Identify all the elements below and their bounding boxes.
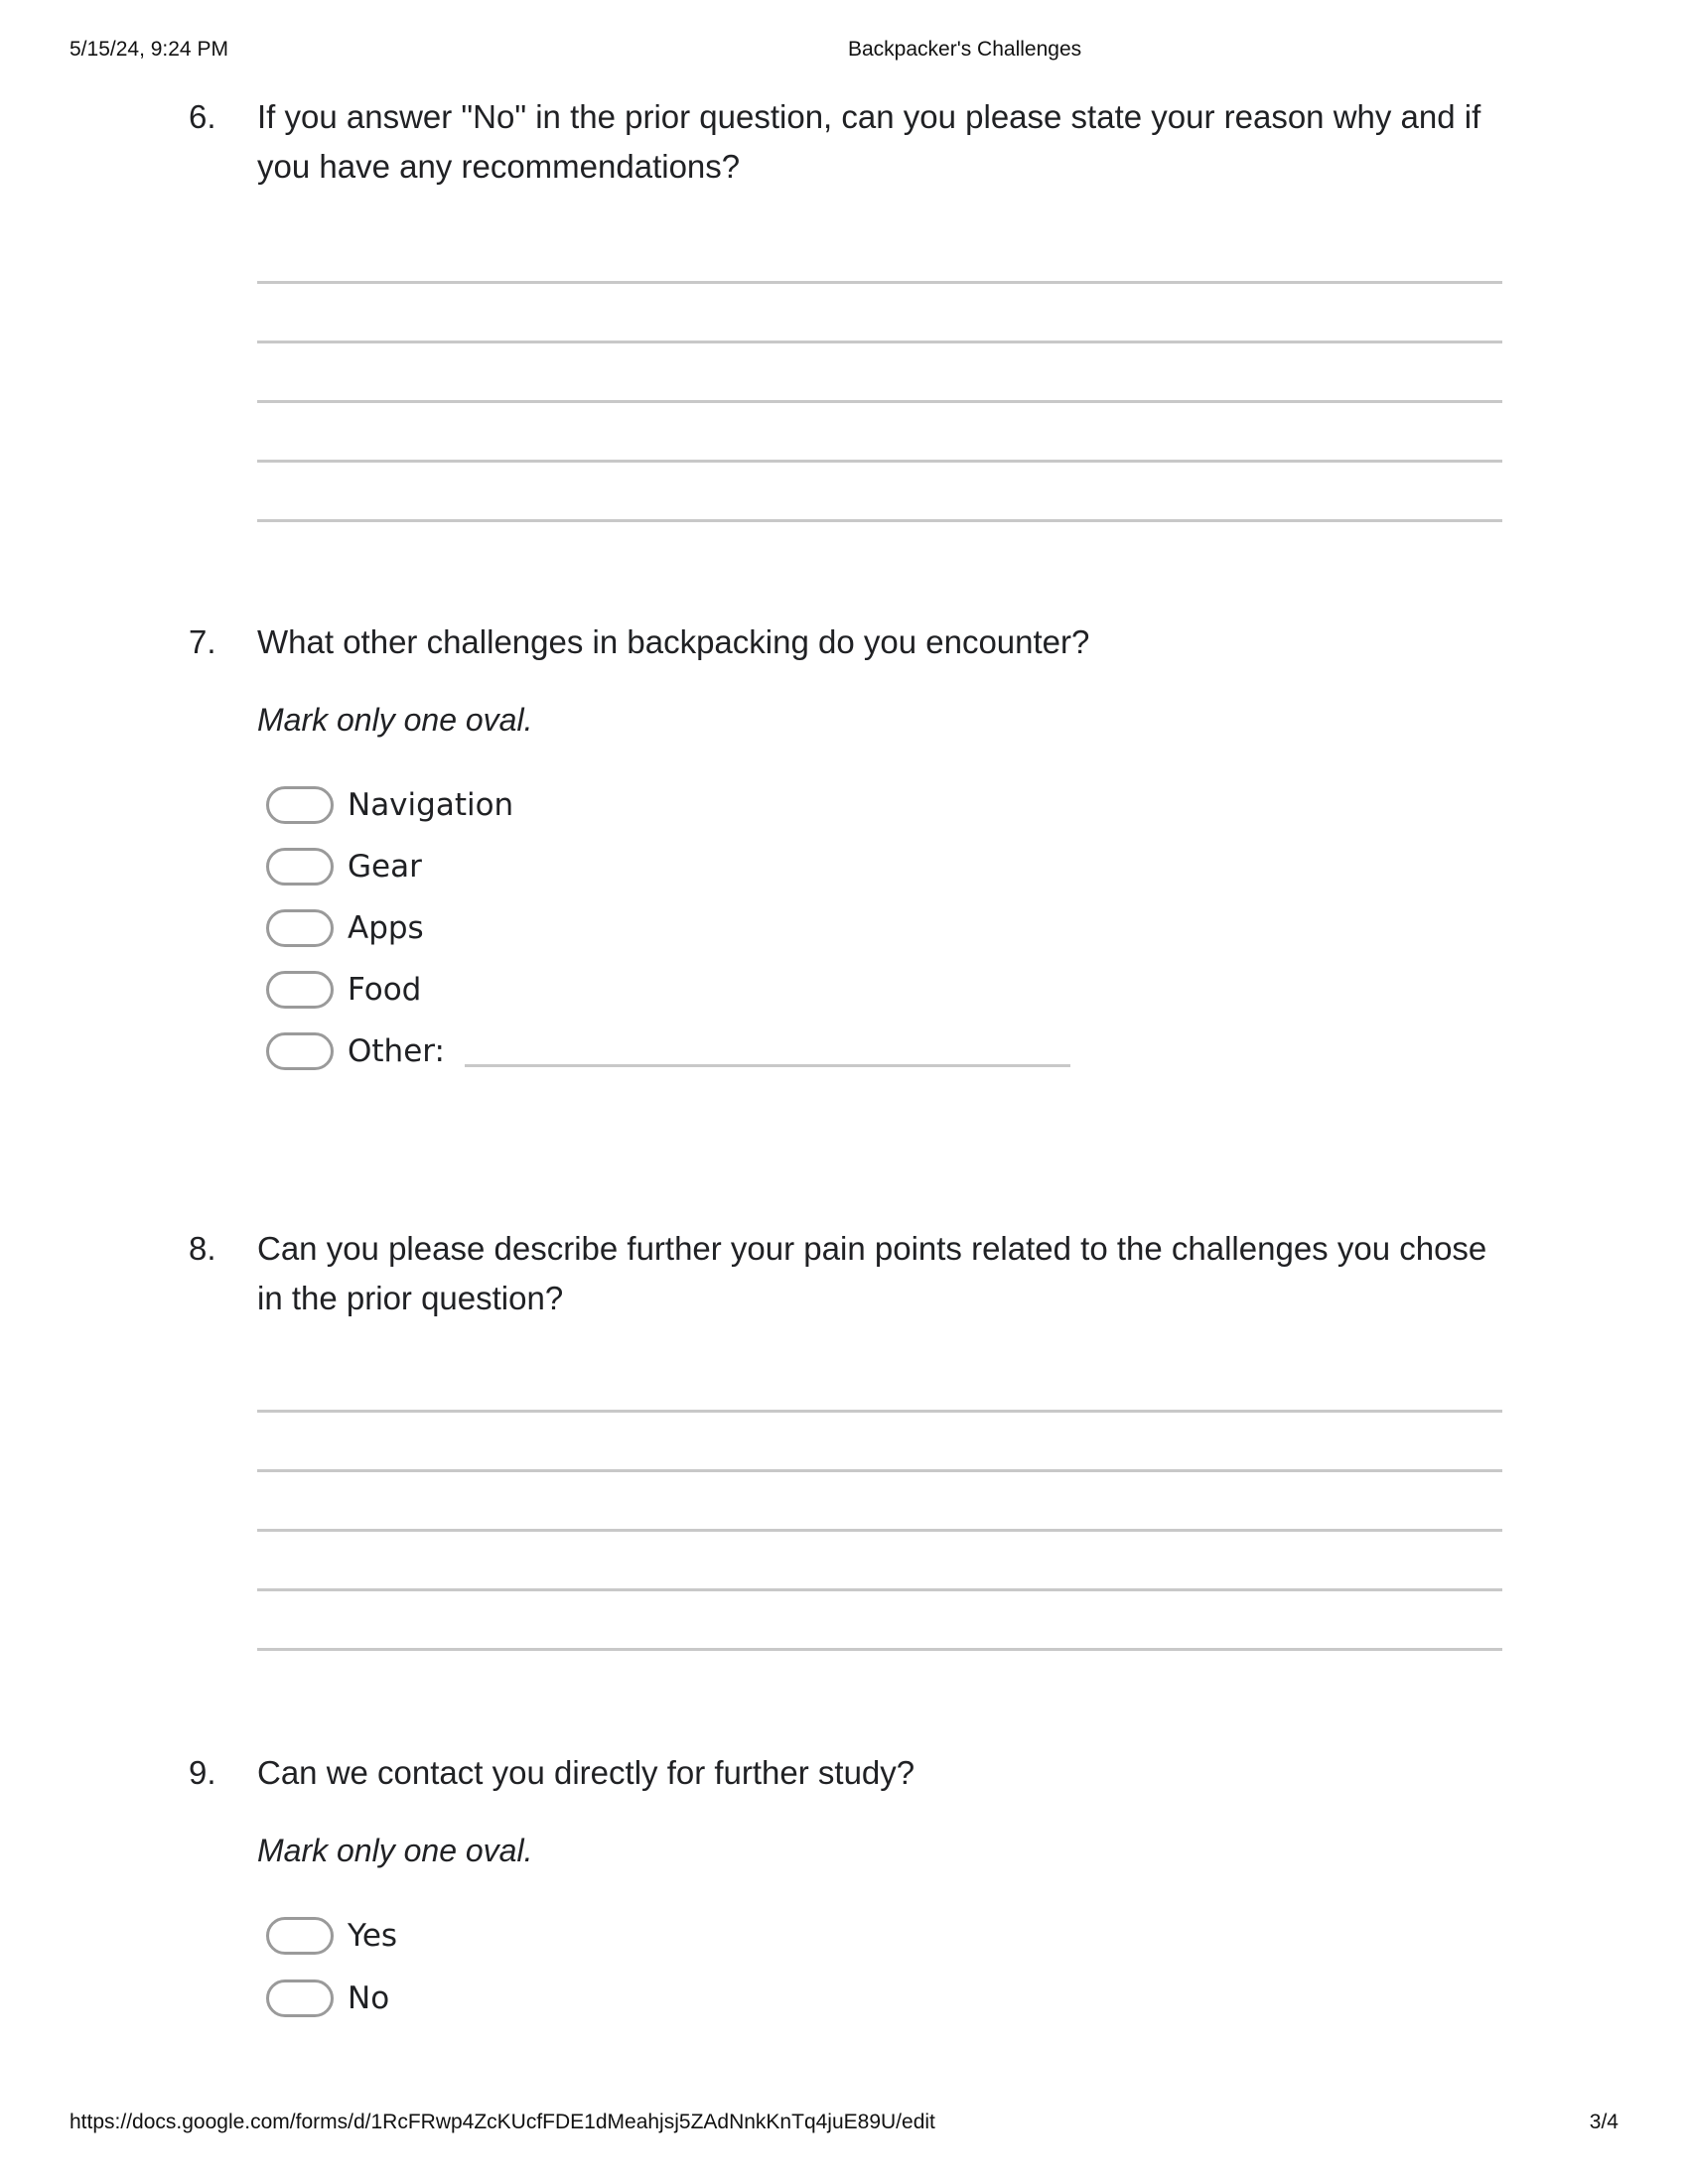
question-text: What other challenges in backpacking do you encounter? (257, 623, 1090, 660)
form-url: https://docs.google.com/forms/d/1RcFRwp4ZcKUcfFDE1dMeahjsj5ZAdNnkKnTq4juE89U/edit (70, 2111, 935, 2133)
radio-oval[interactable] (266, 909, 334, 947)
option-label: Yes (348, 1918, 398, 1954)
question-number: 9. (189, 1754, 216, 1791)
radio-oval[interactable] (266, 1917, 334, 1955)
instruction-text: Mark only one oval. (257, 702, 533, 738)
radio-oval[interactable] (266, 1979, 334, 2017)
answer-line[interactable] (257, 1410, 1502, 1413)
option-label: Food (348, 972, 422, 1008)
question-number: 6. (189, 98, 216, 135)
page-number: 3/4 (1589, 2111, 1618, 2133)
answer-line[interactable] (257, 281, 1502, 284)
option-label: No (348, 1980, 390, 2016)
question-text: If you answer "No" in the prior question, can you please state your reason why and if you have any recommendations? (257, 98, 1481, 185)
answer-line[interactable] (257, 519, 1502, 522)
option-yes[interactable] (266, 1915, 397, 1957)
option-label: Gear (348, 849, 422, 885)
answer-area[interactable] (257, 281, 1502, 579)
page-title: Backpacker's Challenges (848, 38, 1082, 61)
answer-line[interactable] (257, 1529, 1502, 1532)
answer-area[interactable] (257, 1410, 1502, 1707)
answer-line[interactable] (257, 341, 1502, 343)
print-datetime: 5/15/24, 9:24 PM (70, 38, 228, 61)
option-label: Apps (348, 910, 424, 946)
option-food[interactable] (266, 969, 421, 1011)
option-navigation[interactable] (266, 784, 513, 826)
answer-line[interactable] (257, 460, 1502, 463)
question-text: Can you please describe further your pain points related to the challenges you chose in the prior question? (257, 1230, 1487, 1316)
option-no[interactable] (266, 1978, 389, 2019)
option-label: Other: (348, 1033, 445, 1069)
radio-oval[interactable] (266, 848, 334, 886)
radio-oval[interactable] (266, 786, 334, 824)
question-number: 8. (189, 1230, 216, 1267)
option-label: Navigation (348, 787, 514, 823)
other-text-field[interactable] (465, 1064, 1070, 1067)
instruction-text: Mark only one oval. (257, 1833, 533, 1868)
answer-line[interactable] (257, 400, 1502, 403)
radio-oval[interactable] (266, 1032, 334, 1070)
answer-line[interactable] (257, 1648, 1502, 1651)
answer-line[interactable] (257, 1469, 1502, 1472)
option-apps[interactable] (266, 907, 424, 949)
question-number: 7. (189, 623, 216, 660)
option-gear[interactable] (266, 846, 422, 887)
radio-oval[interactable] (266, 971, 334, 1009)
answer-line[interactable] (257, 1588, 1502, 1591)
option-other[interactable] (266, 1030, 1070, 1072)
question-text: Can we contact you directly for further study? (257, 1754, 915, 1791)
